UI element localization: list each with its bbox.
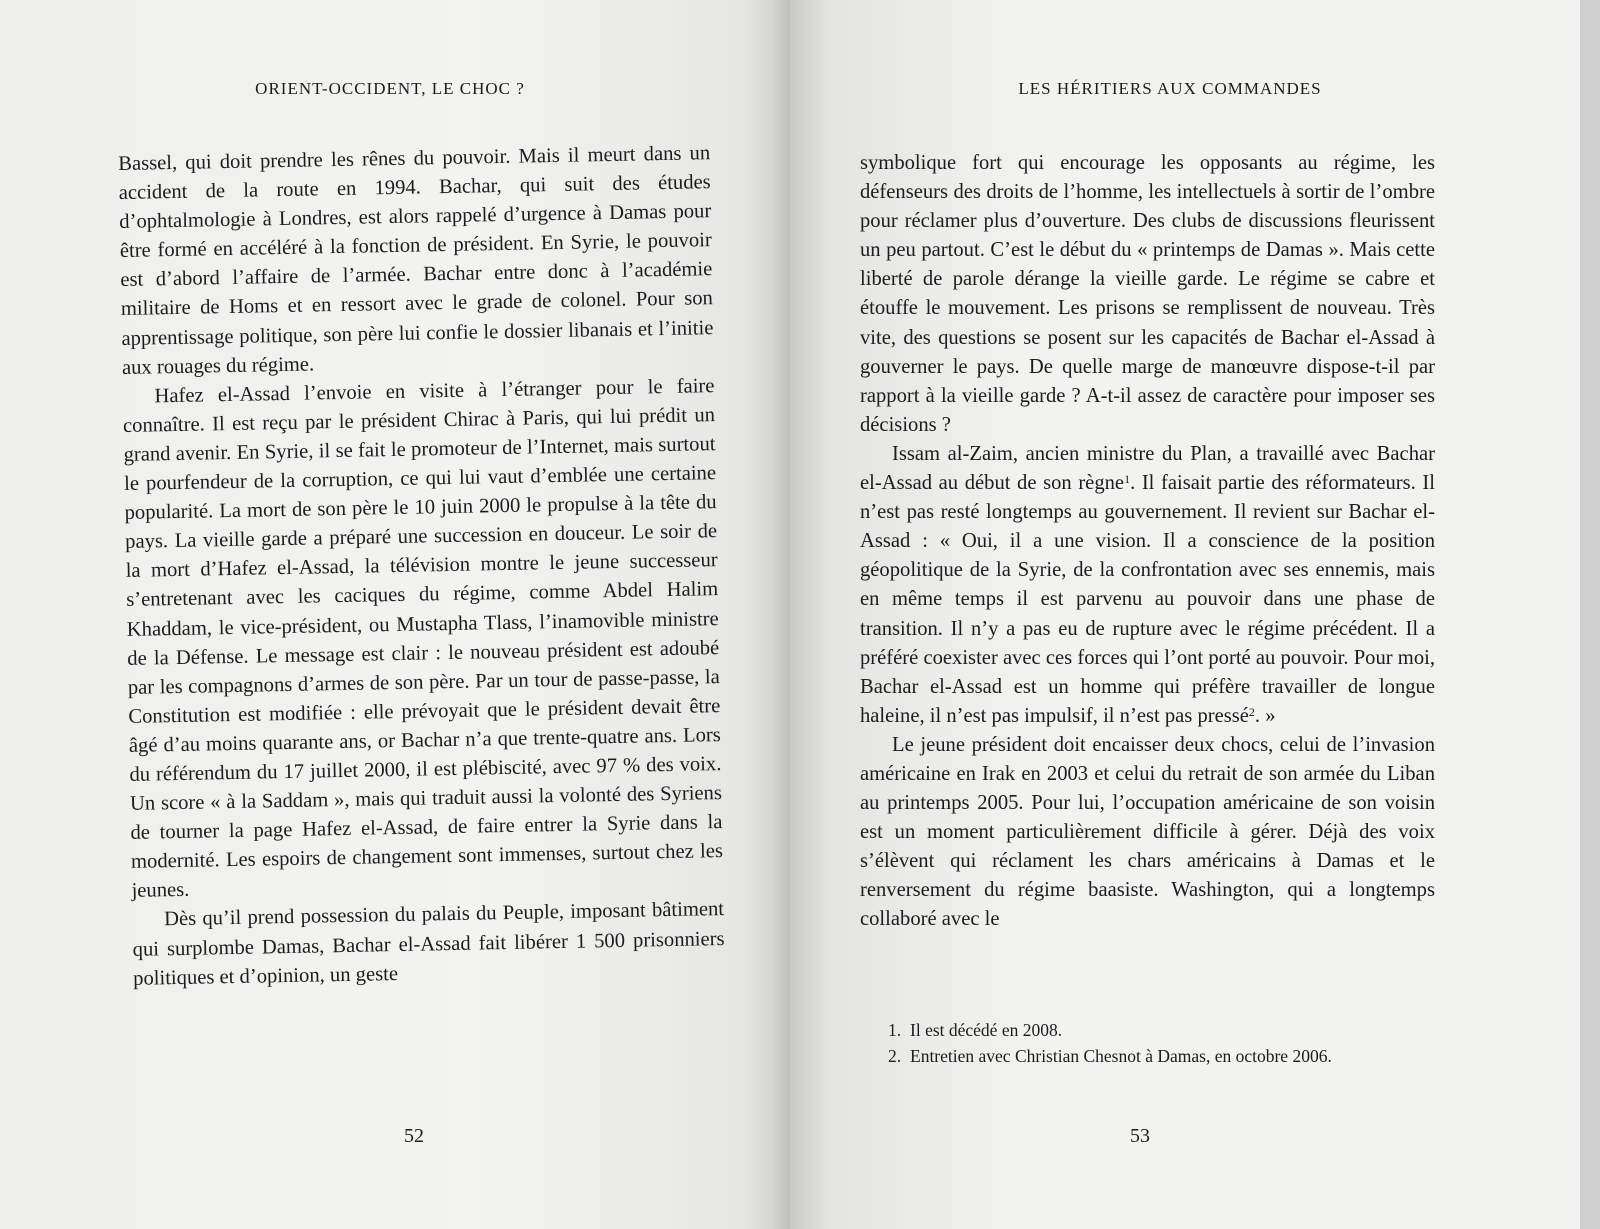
footnote-ref: 2 (1248, 704, 1255, 719)
footnote: 2. Entretien avec Christian Chesnot à Damas, en octobre 2006. (888, 1045, 1332, 1066)
paragraph: Dès qu’il prend possession du palais du Peuple, imposant bâtiment qui surplombe Damas, Bachar el-Assad fait libérer 1 500 prisonniers politiques et d’opinion, un geste (132, 898, 725, 990)
footnote: 1. Il est décédé en 2008. (888, 1020, 1063, 1040)
paragraph: Issam al-Zaim, ancien ministre du Plan, a travaillé avec Bachar el-Assad au début de son règne$^1$. Il faisait partie des réformateurs. Il n’est pas resté longtemps au gouvernement. Il revient sur Bachar el-Assad : « Oui, il a une vision. Il a conscience de la position géopolitique de la Syrie, de la confrontation avec ses ennemis, mais en même temps il est parvenu au pouvoir dans une phase de transition. Il n’y a pas eu de rupture avec le régime précédent. Il a préféré coexister avec ces forces qui l’ont porté au pouvoir. Pour moi, Bachar el-Assad est un homme qui préfère travailler de longue haleine, il n’est pas impulsif, il n’est pas pressé$^2$. » (860, 442, 1435, 727)
running-header-right: LES HÉRITIERS AUX COMMANDES (1018, 79, 1322, 98)
paragraph: Le jeune président doit encaisser deux chocs, celui de l’invasion américaine en Irak en 2003 et celui du retrait de son armée du Liban au printemps 2005. Pour lui, l’occupation américaine de son voisin est un moment particulièrement difficile à gérer. Déjà des voix s’élèvent qui réclament les chars américains à Damas et le renversement du régime baasiste. Washington, qui a longtemps collaboré avec le (860, 733, 1435, 931)
left-page (0, 0, 790, 1229)
left-page-text (118, 139, 725, 993)
paragraph: symbolique fort qui encourage les opposants au régime, les défenseurs des droits de l’homme, les intellectuels à sortir de l’ombre pour réclamer plus d’ouverture. Des clubs de discussions fleurissent un peu partout. C’est le début du « printemps de Damas ». Mais cette liberté de parole dérange la vieille garde. Le régime se cabre et étouffe le mouvement. Les prisons se remplissent de nouveau. Très vite, des questions se posent sur les capacités de Bachar el-Assad à gouverner le pays. De quelle marge de manœuvre dispose-t-il par rapport à la vieille garde ? A-t-il assez de caractère pour imposer ses décisions ? (860, 152, 1435, 436)
footnotes (888, 1018, 1448, 1069)
right-page (790, 0, 1580, 1229)
paragraph: Bassel, qui doit prendre les rênes du pouvoir. Mais il meurt dans un accident de la route en 1994. Bachar, qui suit des études d’ophtalmologie à Londres, est alors rappelé d’urgence à Damas pour être formé en accéléré à la fonction de président. En Syrie, le pouvoir est d’abord l’affaire de l’armée. Bachar entre donc à l’académie militaire de Homs et en ressort avec le grade de colonel. Pour son apprentissage politique, son père lui confie le dossier libanais et l’initie aux rouages du régime. (118, 142, 714, 379)
footnote-ref: 1 (1124, 472, 1131, 487)
page-number-right: 53 (1130, 1125, 1150, 1147)
page-gutter-shadow (770, 0, 790, 1229)
paragraph: Hafez el-Assad l’envoie en visite à l’étranger pour le faire connaître. Il est reçu par le président Chirac à Paris, qui lui prédit un grand avenir. En Syrie, il se fait le promoteur de l’Internet, mais surtout le pourfendeur de la corruption, ce qui lui vaut d’emblée une certaine popularité. La mort de son père le 10 juin 2000 le propulse à la tête du pays. La vieille garde a préparé une succession en douceur. Le soir de la mort d’Hafez el-Assad, la télévision montre le jeune successeur s’entretenant avec les caciques du régime, comme Abdel Halim Khaddam, le vice-président, ou Mustapha Tlass, l’inamovible ministre de la Défense. Le message est clair : le nouveau président est adoubé par les compagnons d’armes de son père. Par un tour de passe-passe, la Constitution est modifiée : elle prévoyait que le président devait être âgé d’au moins quarante ans, or Bachar n’a que trente-quatre ans. Lors du référendum du 17 juillet 2000, il est plébiscité, avec 97 % des voix. Un score « à la Saddam », mais qui traduit aussi la volonté des Syriens de tourner la page Hafez el-Assad, de faire entrer la Syrie dans la modernité. Les espoirs de changement sont immenses, surtout chez les jeunes. (122, 374, 724, 903)
running-header-left: ORIENT-OCCIDENT, LE CHOC ? (255, 79, 525, 98)
page-number-left: 52 (404, 1125, 424, 1147)
right-page-text (860, 149, 1435, 935)
